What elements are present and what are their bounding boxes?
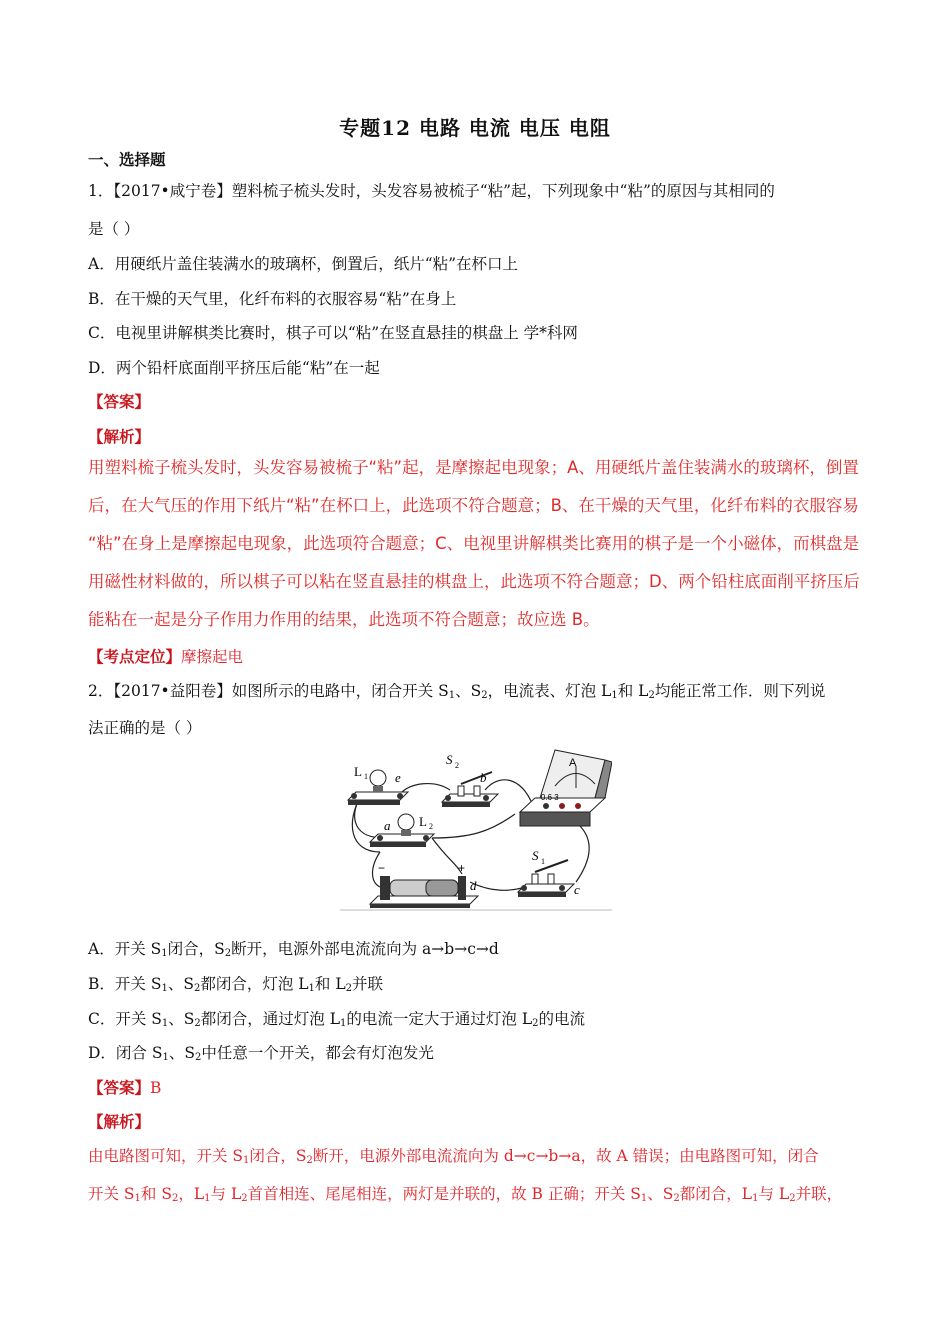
opt-text: 断开，电源外部电流流向为 a→b→c→d (231, 940, 499, 958)
expl-text: 由电路图可知，开关 S (88, 1147, 244, 1165)
label-c: c (574, 882, 580, 897)
q2-sub: 1 (448, 690, 456, 701)
q2-explanation-line2 (88, 1182, 842, 1204)
q2-stem-text: 2．【2017•益阳卷】如图所示的电路中，闭合开关 S (88, 682, 449, 700)
label-a: a (384, 818, 391, 833)
q1-kaodian-value: 摩擦起电 (181, 648, 244, 666)
opt-sub: 2 (532, 1018, 539, 1029)
expl-text: 、S (647, 1185, 674, 1203)
opt-text: 和 L (314, 975, 346, 993)
battery-plus: + (458, 861, 466, 875)
opt-sub: 2 (224, 948, 232, 959)
expl-text: 断开，电源外部电流流向为 d→c→b→a，故 A 错误；由电路图可知，闭合 (312, 1147, 819, 1165)
opt-text: 都闭合，通过灯泡 L (200, 1010, 341, 1028)
opt-text: B．开关 S (88, 975, 162, 993)
q2-stem-text: ，电流表、灯泡 L (487, 682, 612, 700)
expl-text: 与 L (210, 1185, 242, 1203)
q2-sub: 2 (481, 690, 488, 701)
expl-sub: 2 (241, 1193, 248, 1204)
opt-sub: 2 (345, 983, 353, 994)
q1-answer-label: 【答案】 (88, 392, 151, 411)
opt-text: 闭合，S (167, 940, 225, 958)
q2-option-c (88, 1007, 585, 1029)
label-l2-sub: 2 (429, 822, 433, 831)
q1-explanation-line4: 用磁性材料做的，所以棋子可以粘在竖直悬挂的棋盘上，此选项不符合题意；D、两个铅柱底面削平挤压后 (88, 572, 860, 591)
expl-text: 开关 S (88, 1185, 135, 1203)
q1-stem-line1: 1．【2017•咸宁卷】塑料梳子梳头发时，头发容易被梳子“粘”起，下列现象中“粘”的原因与其相同的 (88, 182, 775, 200)
q2-option-d (88, 1041, 434, 1063)
opt-text: A．开关 S (88, 940, 162, 958)
q2-option-b (88, 972, 383, 994)
opt-sub: 2 (194, 1052, 202, 1063)
q1-kaodian (88, 645, 243, 667)
opt-sub: 1 (308, 983, 315, 994)
label-s2: S (446, 752, 453, 767)
label-l1: L (354, 764, 362, 779)
q1-explanation-line5: 能粘在一起是分子作用力作用的结果，此选项不符合题意；故应选 B。 (88, 610, 600, 629)
q2-stem-text: 均能正常工作．则下列说 (654, 682, 826, 700)
q2-option-a (88, 937, 499, 959)
q1-option-c: C．电视里讲解棋类比赛时，棋子可以“粘”在竖直悬挂的棋盘上 学*科网 (88, 324, 578, 342)
q1-explanation-line3: “粘”在身上是摩擦起电现象，此选项符合题意；C、电视里讲解棋类比赛用的棋子是一个小磁体，而棋盘是 (88, 534, 860, 553)
q2-sub: 1 (611, 690, 618, 701)
expl-text: 首首相连、尾尾相连，两灯是并联的，故 B 正确；开关 S (247, 1185, 641, 1203)
opt-text: C．开关 S (88, 1010, 162, 1028)
ammeter-label: A (569, 757, 577, 769)
expl-sub: 2 (789, 1193, 796, 1204)
opt-sub: 1 (161, 948, 168, 959)
opt-sub: 2 (193, 983, 201, 994)
label-d: d (470, 878, 477, 893)
opt-sub: 1 (161, 1018, 169, 1029)
opt-text: D．闭合 S (88, 1044, 163, 1062)
expl-sub: 1 (640, 1193, 648, 1204)
expl-text: 闭合，S (249, 1147, 307, 1165)
expl-sub: 2 (673, 1193, 680, 1204)
expl-text: 和 S (140, 1185, 172, 1203)
expl-text: 都闭合，L (679, 1185, 753, 1203)
label-b: b (480, 770, 487, 785)
q2-explanation-line1 (88, 1144, 819, 1166)
expl-sub: 2 (306, 1155, 313, 1166)
q1-analysis-label: 【解析】 (88, 427, 151, 446)
opt-sub: 1 (161, 983, 168, 994)
switch-s1 (518, 860, 574, 897)
opt-text: 、S (168, 1044, 195, 1062)
section-heading: 一、选择题 (88, 150, 166, 169)
q2-stem-line1 (88, 679, 825, 701)
opt-text: 的电流 (538, 1010, 586, 1028)
expl-text: 并联， (795, 1185, 843, 1203)
expl-sub: 1 (752, 1193, 759, 1204)
opt-text: 、S (168, 1010, 195, 1028)
battery-minus: − (378, 861, 386, 875)
expl-sub: 1 (243, 1155, 250, 1166)
q2-stem-text: 、S (455, 682, 482, 700)
q1-option-a: A．用硬纸片盖住装满水的玻璃杯，倒置后，纸片“粘”在杯口上 (88, 255, 519, 273)
q1-kaodian-label: 【考点定位】 (88, 647, 182, 666)
q2-analysis-label: 【解析】 (88, 1112, 151, 1131)
opt-text: 都闭合，灯泡 L (200, 975, 309, 993)
q1-explanation-line1: 用塑料梳子梳头发时，头发容易被梳子“粘”起，是摩擦起电现象；A、用硬纸片盖住装满水的玻璃杯，倒置 (88, 458, 859, 477)
label-s1-sub: 1 (541, 857, 545, 866)
label-e: e (395, 770, 401, 785)
expl-text: ，L (178, 1185, 205, 1203)
expl-sub: 2 (171, 1193, 179, 1204)
opt-text: 、S (167, 975, 194, 993)
q2-sub: 2 (648, 690, 655, 701)
opt-sub: 1 (162, 1052, 169, 1063)
battery (370, 876, 478, 908)
q2-stem-text: 和 L (617, 682, 649, 700)
expl-sub: 1 (134, 1193, 141, 1204)
circuit-diagram (340, 742, 612, 912)
switch-s2 (442, 772, 498, 807)
q1-option-b: B．在干燥的天气里，化纤布料的衣服容易“粘”在身上 (88, 290, 457, 308)
opt-sub: 1 (340, 1018, 347, 1029)
label-l1-sub: 1 (364, 772, 368, 781)
opt-text: 的电流一定大于通过灯泡 L (346, 1010, 533, 1028)
ammeter-scale: - 0.6 3 (536, 793, 559, 802)
q1-option-d: D．两个铅杆底面削平挤压后能“粘”在一起 (88, 359, 380, 377)
q2-answer (88, 1076, 161, 1098)
label-l2: L (419, 814, 427, 829)
opt-text: 并联 (352, 975, 384, 993)
q2-answer-label: 【答案】 (88, 1078, 151, 1097)
ammeter (520, 750, 612, 826)
opt-sub: 2 (194, 1018, 201, 1029)
q2-stem-line2: 法正确的是（ ） (88, 719, 202, 737)
expl-sub: 1 (204, 1193, 211, 1204)
q1-explanation-line2: 后，在大气压的作用下纸片“粘”在杯口上，此选项不符合题意；B、在干燥的天气里，化纤布料的衣服容易 (88, 496, 859, 515)
q1-stem-line2: 是（ ） (88, 220, 140, 238)
q2-answer-value: B (150, 1079, 162, 1097)
opt-text: 中任意一个开关，都会有灯泡发光 (201, 1044, 434, 1062)
page-title: 专题12 电路 电流 电压 电阻 (339, 116, 611, 140)
label-s1: S (532, 848, 539, 863)
expl-text: 与 L (758, 1185, 790, 1203)
label-s2-sub: 2 (455, 761, 459, 770)
